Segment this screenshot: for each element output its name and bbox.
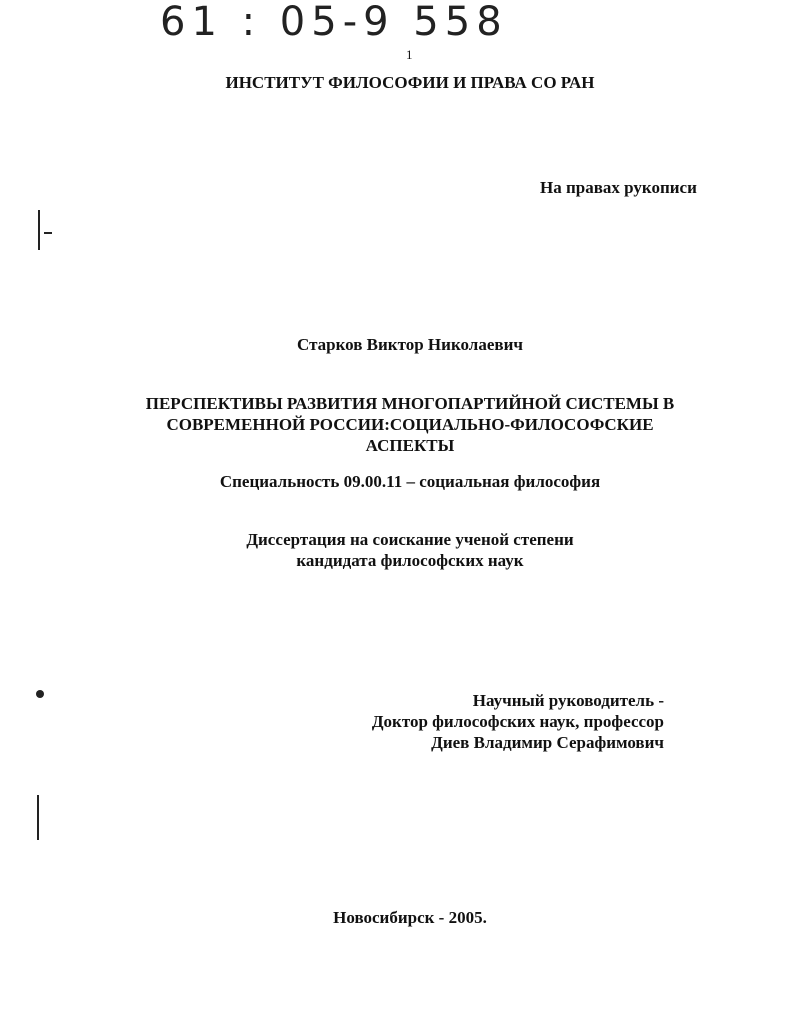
page-number: 1	[406, 47, 413, 62]
scan-artifact	[37, 795, 39, 840]
thesis-title-line-1: ПЕРСПЕКТИВЫ РАЗВИТИЯ МНОГОПАРТИЙНОЙ СИСТЕМЫ В	[145, 394, 675, 413]
author-name: Старков Виктор Николаевич	[297, 335, 523, 354]
scan-artifact	[44, 232, 52, 234]
manuscript-note: На правах рукописи	[540, 178, 697, 197]
city-year: Новосибирск - 2005.	[333, 908, 487, 927]
thesis-title-line-2: СОВРЕМЕННОЙ РОССИИ:СОЦИАЛЬНО-ФИЛОСОФСКИЕ	[166, 415, 654, 434]
thesis-title-line-3: АСПЕКТЫ	[365, 436, 455, 455]
scan-artifact	[38, 210, 40, 250]
advisor-block	[372, 690, 664, 753]
advisor-degree: Доктор философских наук, профессор	[371, 712, 664, 731]
advisor-name: Диев Владимир Серафимович	[431, 733, 664, 752]
degree-line-1: Диссертация на соискание ученой степени	[246, 530, 574, 549]
scan-artifact	[36, 690, 44, 698]
advisor-label: Научный руководитель -	[472, 691, 664, 710]
specialty: Специальность 09.00.11 – социальная философия	[219, 472, 601, 491]
handwritten-catalog-code: 61 : 05-9 558	[160, 0, 508, 45]
institute-name: ИНСТИТУТ ФИЛОСОФИИ И ПРАВА СО РАН	[225, 73, 595, 92]
degree-line-2: кандидата философских наук	[296, 551, 524, 570]
